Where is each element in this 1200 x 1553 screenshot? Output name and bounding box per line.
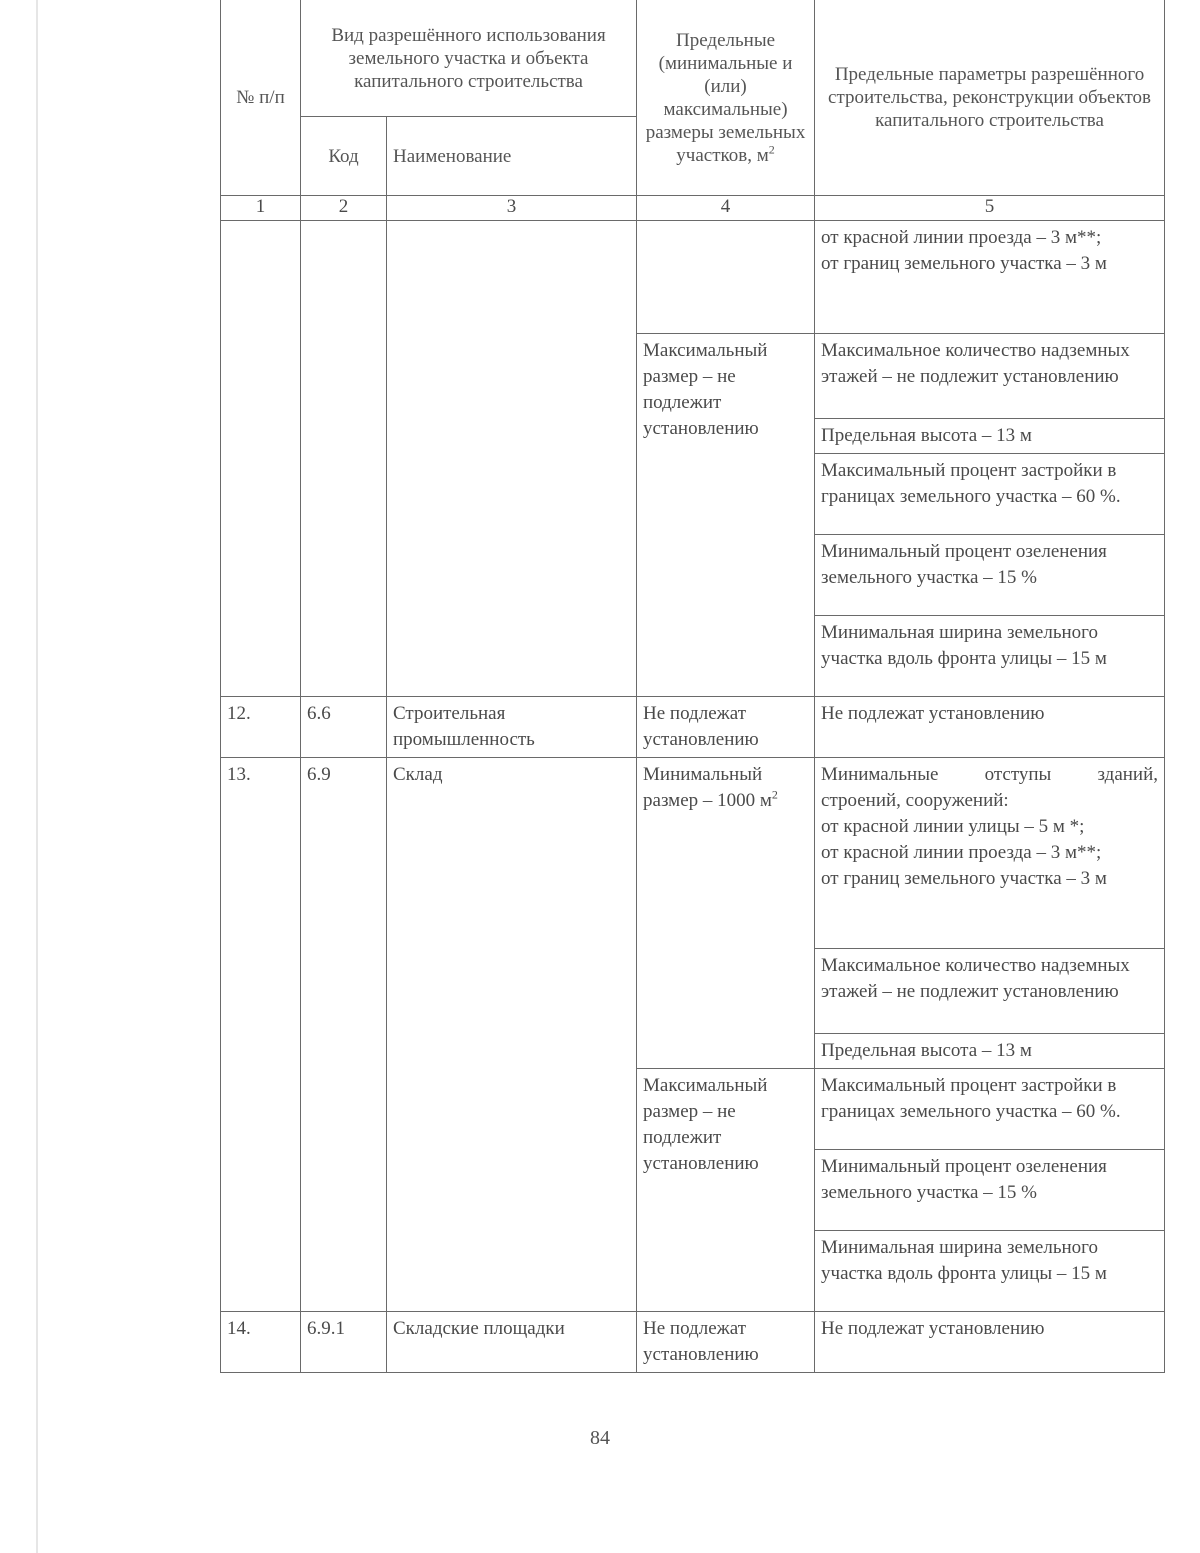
r13-height: Предельная высота – 13 м [815, 1034, 1165, 1069]
r14-name: Складские площадки [387, 1312, 637, 1373]
cont-code-cell [301, 221, 387, 697]
r12-params: Не подлежат установлению [815, 697, 1165, 758]
page-number: 84 [590, 1427, 610, 1449]
header-row-1 [221, 0, 1165, 117]
r13-floors: Максимальное количество надземных этажей – не подлежит установлению [815, 949, 1165, 1034]
scan-edge [36, 0, 38, 1553]
r13-width: Минимальная ширина земельного участка вдоль фронта улицы – 15 м [815, 1231, 1165, 1312]
r13-min-size [637, 758, 815, 1069]
col-number-1: 1 [221, 196, 301, 221]
cont-max-size: Максимальный размер – не подлежит установлению [637, 334, 815, 697]
r12-num: 12. [221, 697, 301, 758]
r13-max-size: Максимальный размер – не подлежит установлению [637, 1069, 815, 1312]
size-header-sup: 2 [768, 142, 775, 157]
size-header [637, 0, 815, 196]
r14-num: 14. [221, 1312, 301, 1373]
col-num-header: № п/п [221, 0, 301, 196]
r13-indent-street: от красной линии улицы – 5 м *; [821, 816, 1085, 837]
r13-build-pct: Максимальный процент застройки в границах земельного участка – 60 %. [815, 1069, 1165, 1150]
cont-row-indents [221, 221, 1165, 334]
r13-min-size-text: Минимальный размер – 1000 м [643, 764, 772, 811]
cont-indent-border: от границ земельного участка – 3 м [821, 253, 1107, 274]
land-use-table-wrap [220, 0, 1164, 1373]
r12-code: 6.6 [301, 697, 387, 758]
cont-size-cell [637, 221, 815, 334]
r12-size: Не подлежат установлению [637, 697, 815, 758]
cont-green-pct: Минимальный процент озеленения земельного участка – 15 % [815, 535, 1165, 616]
r14-size: Не подлежат установлению [637, 1312, 815, 1373]
cont-floors: Максимальное количество надземных этажей – не подлежит установлению [815, 334, 1165, 419]
r13-code: 6.9 [301, 758, 387, 1312]
col-number-3: 3 [387, 196, 637, 221]
usage-group-header: Вид разрешённого использования земельного участка и объекта капитального строительства [301, 0, 637, 117]
col-number-2: 2 [301, 196, 387, 221]
column-number-row [221, 196, 1165, 221]
col-number-5: 5 [815, 196, 1165, 221]
r13-name: Склад [387, 758, 637, 1312]
r13-indent-head: Минимальные отступы зданий, строений, сооружений: [821, 764, 1159, 811]
size-header-text: Предельные (минимальные и (или) максимальные) размеры земельных участков, м [645, 29, 806, 166]
r13-green-pct: Минимальный процент озеленения земельного участка – 15 % [815, 1150, 1165, 1231]
cont-indent-road: от красной линии проезда – 3 м**; [821, 227, 1102, 248]
cont-name-cell [387, 221, 637, 697]
land-use-table [220, 0, 1165, 1373]
params-header: Предельные параметры разрешённого строительства, реконструкции объектов капитального строительства [815, 0, 1165, 196]
table-row-13 [221, 758, 1165, 949]
cont-width: Минимальная ширина земельного участка вдоль фронта улицы – 15 м [815, 616, 1165, 697]
table-row-12 [221, 697, 1165, 758]
name-header: Наименование [387, 117, 637, 196]
r13-indent-road: от красной линии проезда – 3 м**; [821, 842, 1102, 863]
r12-name: Строительная промышленность [387, 697, 637, 758]
r13-min-size-sup: 2 [771, 787, 778, 802]
cont-indents-cell [815, 221, 1165, 334]
code-header: Код [301, 117, 387, 196]
r13-num: 13. [221, 758, 301, 1312]
r14-params: Не подлежат установлению [815, 1312, 1165, 1373]
cont-height: Предельная высота – 13 м [815, 419, 1165, 454]
r14-code: 6.9.1 [301, 1312, 387, 1373]
col-number-4: 4 [637, 196, 815, 221]
cont-build-pct: Максимальный процент застройки в границах земельного участка – 60 %. [815, 454, 1165, 535]
table-row-14 [221, 1312, 1165, 1373]
cont-num-cell [221, 221, 301, 697]
r13-indent-border: от границ земельного участка – 3 м [821, 868, 1107, 889]
r13-indents [815, 758, 1165, 949]
